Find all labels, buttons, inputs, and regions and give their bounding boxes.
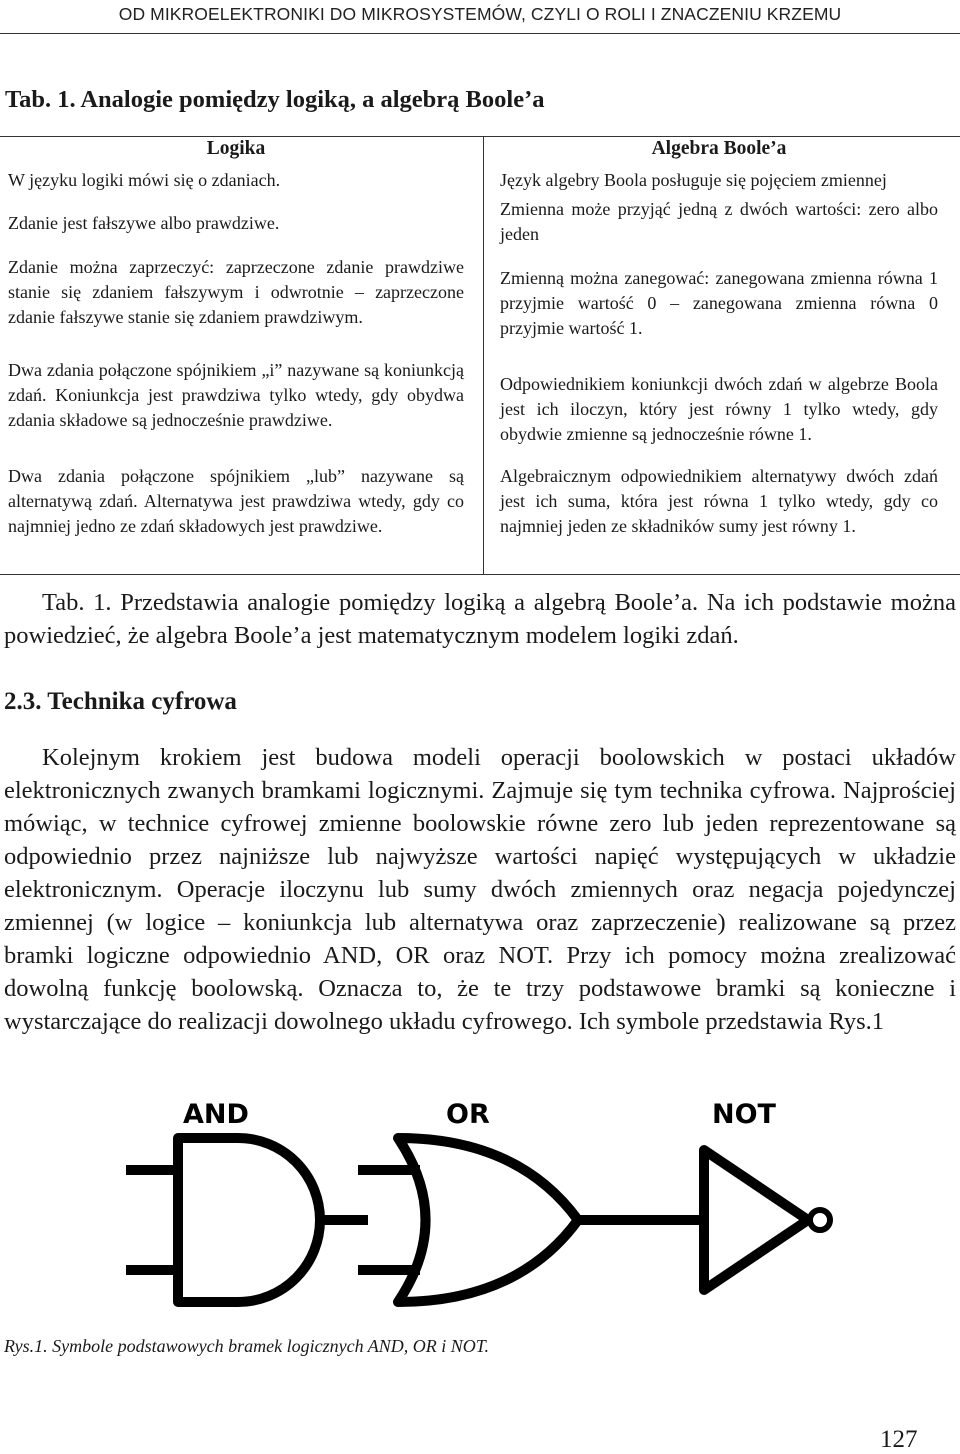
or-gate-icon [358,1138,613,1302]
not-gate-icon [613,1150,830,1290]
table-cell-algebra-row1: Język algebry Boola posługuje się pojęciem zmiennej [500,170,887,190]
table-cell-logic-row1: W języku logiki mówi się o zdaniach. [8,170,281,190]
table-cell-logic-row4: Dwa zdania połączone spójnikiem „i” nazywane są koniunkcją zdań. Koniunkcja jest prawdziwa tylko wtedy, gdy obydwa zdania składowe są jednocześnie prawdziwe. [8,360,464,430]
table-cell-algebra-row3: Zmienną można zanegować: zanegowana zmienna równa 1 przyjmie wartość 0 – zanegowana zmienna równa 0 przyjmie wartość 1. [500,268,938,338]
section-heading: 2.3. Technika cyfrowa [4,688,237,715]
table-header-boolean-algebra: Algebra Boole’a [651,138,787,159]
figure-caption: Rys.1. Symbole podstawowych bramek logicznych AND, OR i NOT. [4,1336,489,1356]
page-number: 127 [880,1426,918,1453]
header-rule [0,33,960,34]
body-paragraph: Tab. 1. Przedstawia analogie pomiędzy logiką a algebrą Boole’a. Na ich podstawie można powiedzieć, że algebra Boole’a jest matematycznym modelem logiki zdań. [4,589,956,649]
and-gate-label: AND [183,1099,249,1130]
table-caption: Tab. 1. Analogie pomiędzy logiką, a algebrą Boole’a [5,86,545,113]
table-cell-logic-row3: Zdanie można zaprzeczyć: zaprzeczone zdanie prawdziwe stanie się zdaniem fałszywym i odwrotnie – zaprzeczone zdanie fałszywe stanie się zdaniem prawdziwym. [8,257,464,327]
logic-gates-drawing [118,1090,848,1326]
and-gate-icon [126,1138,368,1302]
table-cell-algebra-row2: Zmienna może przyjąć jedną z dwóch wartości: zero albo jeden [500,199,938,244]
or-gate-label: OR [446,1099,490,1130]
table-column-divider [483,137,484,574]
running-header: OD MIKROELEKTRONIKI DO MIKROSYSTEMÓW, CZYLI O ROLI I ZNACZENIU KRZEMU [118,4,842,24]
table-cell-algebra-row5: Algebraicznym odpowiednikiem alternatywy dwóch zdań jest ich suma, która jest równa 1 tylko wtedy, gdy co najmniej jeden ze składników sumy jest równy 1. [500,466,938,536]
logic-gates-figure [118,1090,848,1326]
table-cell-logic-row5: Dwa zdania połączone spójnikiem „lub” nazywane są alternatywą zdań. Alternatywa jest prawdziwa wtedy, gdy co najmniej jedno ze zdań składowych jest prawdziwe. [8,466,464,536]
table-cell-logic-row2: Zdanie jest fałszywe albo prawdziwe. [8,213,280,233]
table-header-logic: Logika [206,138,266,159]
table-cell-algebra-row4: Odpowiednikiem koniunkcji dwóch zdań w algebrze Boola jest ich iloczyn, który jest równy 1 tylko wtedy, gdy obydwie zmienne są jednocześnie równe 1. [500,374,938,444]
table-bottom-rule [0,574,960,575]
body-paragraph: Kolejnym krokiem jest budowa modeli operacji boolowskich w postaci układów elektronicznych zwanych bramkami logicznymi. Zajmuje się tym technika cyfrowa. Najprościej mówiąc, w technice cyfrowej zmienne boolowskie równe zero lub jeden reprezentowane są odpowiednio przez najniższe lub najwyższe wartości napięć występujących w układzie elektronicznym. Operacje iloczynu lub sumy dwóch zmiennych oraz negacja pojedynczej zmiennej (w logice – koniunkcja lub alternatywa oraz zaprzeczenie) realizowane są przez bramki logiczne odpowiednio AND, OR oraz NOT. Przy ich pomocy można zrealizować dowolną funkcję boolowską. Oznacza to, że te trzy podstawowe bramki są konieczne i wystarczające do realizacji dowolnego układu cyfrowego. Ich symbole przedstawia Rys.1 [4,744,956,1035]
table-top-rule [0,136,960,137]
not-gate-label: NOT [712,1099,776,1130]
